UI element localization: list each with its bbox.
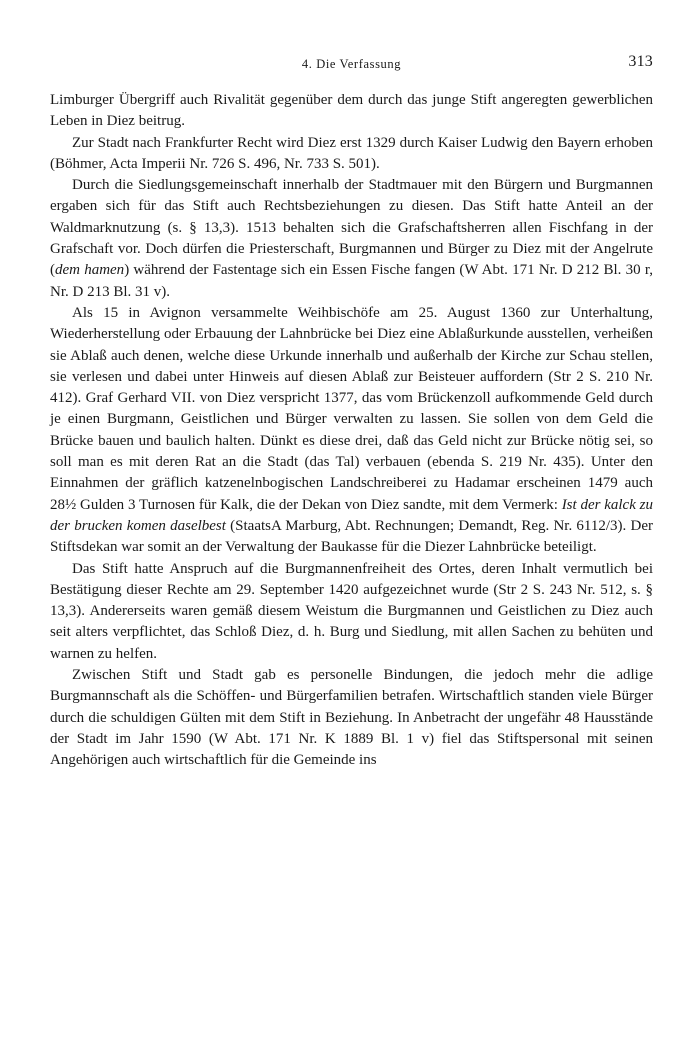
text-run: Das Stift hatte Anspruch auf die Burgmannenfreiheit des Ortes, deren Inhalt vermutlich bei Bestätigung dieser Rechte am 29. September 1420 aufgezeichnet wurde (Str 2 S. 243 Nr. 512, s. § 13,3). Andererseits waren gemäß diesem Weistum die Burgmannen und Geistlichen zu Diez auch seit alters verpflichtet, das Schloß Diez, d. h. Burg und Siedlung, mit allen Sachen zu behüten und warnen zu helfen. — [50, 560, 653, 662]
text-run: Zur Stadt nach Frankfurter Recht wird Diez erst 1329 durch Kaiser Ludwig den Bayern erhoben (Böhmer, Acta Imperii Nr. 726 S. 496, Nr. 733 S. 501). — [50, 134, 653, 172]
text-run: Limburger Übergriff auch Rivalität gegenüber dem durch das junge Stift angeregten gewerblichen Leben in Diez beitrug. — [50, 92, 653, 130]
page-number: 313 — [628, 53, 653, 70]
text-run: Zwischen Stift und Stadt gab es personelle Bindungen, die jedoch mehr die adlige Burgmannschaft als die Schöffen- und Bürgerfamilien betrafen. Wirtschaftlich standen viele Bürger durch die schuldigen Gülten mit dem Stift in Beziehung. In Anbetracht der ungefähr 48 Hausstände der Stadt im Jahr 1590 (W Abt. 171 Nr. K 1889 Bl. 1 v) fiel das Stiftspersonal mit seinen Angehörigen auch wirtschaftlich für die Gemeinde ins — [50, 667, 653, 769]
paragraph — [50, 90, 653, 133]
paragraph — [50, 133, 653, 176]
book-page — [50, 52, 653, 772]
paragraph — [50, 665, 653, 771]
running-title: 4. Die Verfassung — [301, 57, 402, 71]
paragraph — [50, 559, 653, 665]
text-run: (StaatsA Marburg, Abt. Rechnungen; Demandt, Reg. Nr. 6112/3). Der Stiftsdekan war somit an der Verwaltung der Baukasse für die Diezer Lahnbrücke beteiligt. — [50, 517, 653, 556]
text-run: ) während der Fastentage sich ein Essen Fische fangen (W Abt. 171 Nr. D 212 Bl. 30 r, Nr. D 213 Bl. 31 v). — [50, 262, 653, 300]
text-run: Als 15 in Avignon versammelte Weihbischöfe am 25. August 1360 zur Unterhaltung, Wiederherstellung oder Erbauung der Lahnbrücke bei Diez eine Ablaßurkunde ausstellen, verheißen sie Ablaß auch denen, welche diese Urkunde innerhalb und außerhalb der Kirche zur Schau stellen, sie verlesen und dabei unter Hinweis auf diesen Ablaß zur Beisteuer auffordern (Str 2 S. 210 Nr. 412). Graf Gerhard VII. von Diez verspricht 1377, das vom Brückenzoll aufkommende Geld durch je einen Burgmann, Geistlichen und Bürger verwalten zu lassen. Sie sollen von dem Geld die Brücke bauen und baulich halten. Dünkt es diese drei, daß das Geld nicht zur Brücke nötig sei, so soll man es mit deren Rat an die Stadt (das Tal) verbauen (ebenda S. 219 Nr. 435). Unter den Einnahmen der gräflich katzenelnbogischen Landschreiberei zu Hadamar erscheinen 1479 auch 28½ Gulden 3 Turnosen für Kalk, die der Dekan von Diez sandte, mit dem Vermerk: — [50, 304, 653, 513]
italic-quote: Ist der kalck zu der brucken komen daselbest — [50, 496, 653, 534]
paragraph — [50, 175, 653, 303]
running-head — [50, 52, 653, 76]
text-run: Durch die Siedlungsgemeinschaft innerhalb der Stadtmauer mit den Bürgern und Burgmannen ergaben sich für das Stift auch Rechtsbeziehungen zu diesen. Das Stift hatte Anteil an der Waldmarknutzung (s. § 13,3). 1513 behalten sich die Grafschaftsherren allen Fischfang in der Grafschaft vor. Doch dürfen die Priesterschaft, Burgmannen und Bürger zu Diez mit der Angelrute ( — [50, 177, 653, 279]
paragraph — [50, 303, 653, 559]
body-text — [50, 90, 653, 772]
italic-quote: dem hamen — [55, 262, 125, 279]
